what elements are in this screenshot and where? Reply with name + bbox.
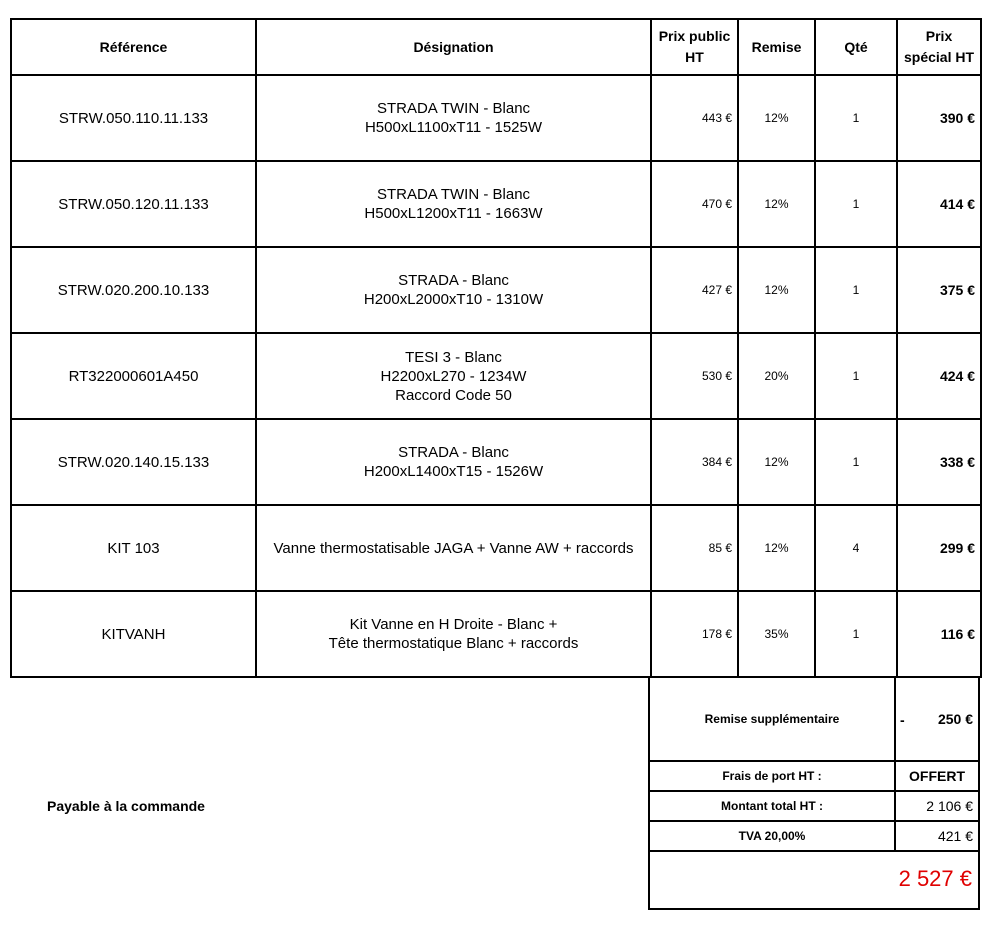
cell-qte: 1: [815, 591, 897, 677]
cell-prix-special: 375 €: [897, 247, 981, 333]
cell-designation: TESI 3 - Blanc H2200xL270 - 1234W Raccord Code 50: [256, 333, 651, 419]
cell-remise: 12%: [738, 419, 815, 505]
quote-table: [10, 18, 982, 678]
cell-designation: Vanne thermostatisable JAGA + Vanne AW + raccords: [256, 505, 651, 591]
cell-prix-special: 414 €: [897, 161, 981, 247]
remise-supplementaire-value: 250 €: [894, 676, 980, 762]
cell-prix-public: 427 €: [651, 247, 738, 333]
cell-qte: 1: [815, 75, 897, 161]
header-prix-special: Prix spécial HT: [897, 19, 981, 75]
payable-note: Payable à la commande: [47, 798, 205, 814]
frais-port-label: Frais de port HT :: [648, 760, 896, 792]
montant-total-label: Montant total HT :: [648, 790, 896, 822]
cell-remise: 12%: [738, 247, 815, 333]
cell-qte: 1: [815, 161, 897, 247]
cell-remise: 35%: [738, 591, 815, 677]
cell-qte: 1: [815, 419, 897, 505]
cell-remise: 20%: [738, 333, 815, 419]
table-row: [11, 161, 981, 247]
header-designation: Désignation: [256, 19, 651, 75]
cell-reference: STRW.050.110.11.133: [11, 75, 256, 161]
total-ttc: 2 527 €: [898, 866, 972, 891]
cell-prix-public: 530 €: [651, 333, 738, 419]
cell-qte: 1: [815, 333, 897, 419]
cell-designation: STRADA - Blanc H200xL2000xT10 - 1310W: [256, 247, 651, 333]
cell-remise: 12%: [738, 161, 815, 247]
tva-value: 421 €: [894, 820, 980, 852]
montant-total-value: 2 106 €: [894, 790, 980, 822]
cell-designation: STRADA - Blanc H200xL1400xT15 - 1526W: [256, 419, 651, 505]
cell-designation: Kit Vanne en H Droite - Blanc + Tête thermostatique Blanc + raccords: [256, 591, 651, 677]
cell-qte: 4: [815, 505, 897, 591]
cell-reference: STRW.020.200.10.133: [11, 247, 256, 333]
cell-remise: 12%: [738, 75, 815, 161]
table-row: [11, 247, 981, 333]
cell-prix-public: 384 €: [651, 419, 738, 505]
tva-label: TVA 20,00%: [648, 820, 896, 852]
frais-port-value: OFFERT: [894, 760, 980, 792]
header-qte: Qté: [815, 19, 897, 75]
cell-qte: 1: [815, 247, 897, 333]
cell-prix-public: 470 €: [651, 161, 738, 247]
table-row: [11, 333, 981, 419]
cell-prix-special: 299 €: [897, 505, 981, 591]
cell-remise: 12%: [738, 505, 815, 591]
header-reference: Référence: [11, 19, 256, 75]
remise-supplementaire-sign: -: [900, 712, 905, 728]
cell-reference: STRW.020.140.15.133: [11, 419, 256, 505]
table-row: [11, 419, 981, 505]
cell-reference: RT322000601A450: [11, 333, 256, 419]
cell-reference: KITVANH: [11, 591, 256, 677]
table-row: [11, 75, 981, 161]
cell-reference: KIT 103: [11, 505, 256, 591]
table-row: [11, 591, 981, 677]
cell-prix-special: 116 €: [897, 591, 981, 677]
remise-supplementaire-label: Remise supplémentaire: [648, 676, 896, 762]
cell-prix-public: 443 €: [651, 75, 738, 161]
cell-prix-public: 178 €: [651, 591, 738, 677]
header-remise: Remise: [738, 19, 815, 75]
header-prix-public: Prix public HT: [651, 19, 738, 75]
cell-designation: STRADA TWIN - Blanc H500xL1200xT11 - 1663W: [256, 161, 651, 247]
table-header-row: [11, 19, 981, 75]
cell-designation: STRADA TWIN - Blanc H500xL1100xT11 - 1525W: [256, 75, 651, 161]
cell-prix-public: 85 €: [651, 505, 738, 591]
cell-prix-special: 338 €: [897, 419, 981, 505]
cell-reference: STRW.050.120.11.133: [11, 161, 256, 247]
table-row: [11, 505, 981, 591]
cell-prix-special: 390 €: [897, 75, 981, 161]
cell-prix-special: 424 €: [897, 333, 981, 419]
